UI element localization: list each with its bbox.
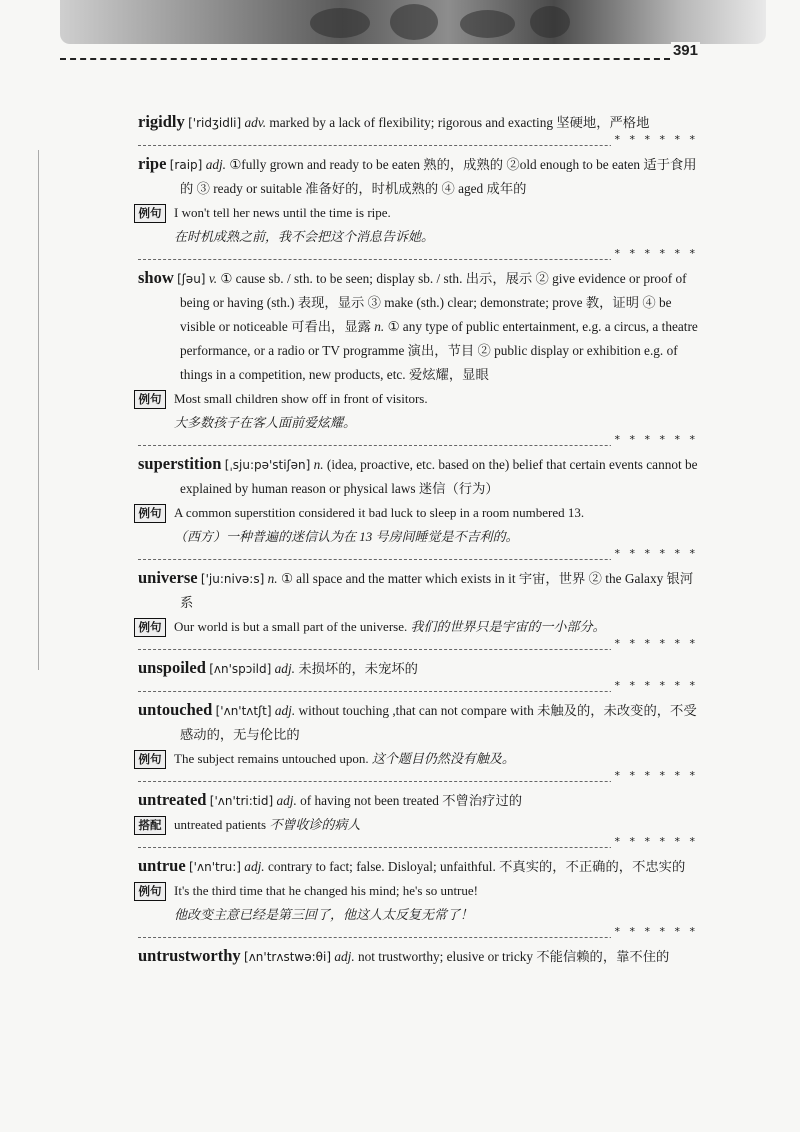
header-decoration [310, 8, 370, 38]
header-decoration [530, 6, 570, 38]
example [134, 501, 698, 549]
part-of-speech: adj. [274, 703, 296, 718]
definition [138, 656, 698, 681]
part-of-speech: v. [208, 271, 218, 286]
definition-text: not trustworthy; elusive or tricky 不能信赖的，靠不住的 [357, 949, 670, 964]
example [134, 879, 698, 927]
collocation-tag: 搭配 [134, 816, 166, 835]
separator [138, 435, 698, 446]
stars: * * * * * * [611, 247, 698, 260]
headword: universe [138, 568, 198, 587]
headword: untreated [138, 790, 207, 809]
entry-list [138, 110, 698, 971]
separator [138, 681, 698, 692]
example-zh: 他改变主意已经是第三回了，他这人太反复无常了！ [174, 907, 474, 922]
definition-text: (idea, proactive, etc. based on the) belief that certain events cannot be explained by human reason or physical laws 迷信（行为） [180, 457, 698, 496]
headword: show [138, 268, 174, 287]
definition [138, 566, 698, 615]
example-zh: 大多数孩子在客人面前爱炫耀。 [174, 415, 357, 430]
definition-text: of having not been treated 不曾治疗过的 [300, 793, 523, 808]
header-decoration [390, 4, 438, 40]
definition [138, 944, 698, 969]
part-of-speech: adj. [276, 793, 297, 808]
part-of-speech: adj. [274, 661, 295, 676]
example-tag: 例句 [134, 618, 166, 637]
stars: * * * * * * [611, 925, 698, 938]
example-tag: 例句 [134, 750, 166, 769]
headword: ripe [138, 154, 167, 173]
stars: * * * * * * [611, 133, 698, 146]
entry-untreated [138, 788, 698, 848]
part-of-speech: adj. [244, 859, 265, 874]
collocation [134, 813, 698, 837]
example-zh: 我们的世界只是宇宙的一小部分。 [410, 619, 606, 634]
header-banner [60, 0, 766, 44]
definition-text: marked by a lack of flexibility; rigorous and exacting 坚硬地，严格地 [269, 115, 650, 130]
phonetic: ['ridʒidli] [188, 116, 242, 130]
definition-text: contrary to fact; false. Disloyal; unfaithful. 不真实的，不正确的，不忠实的 [267, 859, 686, 874]
entry-unspoiled [138, 656, 698, 692]
definition [138, 854, 698, 879]
definition [138, 452, 698, 501]
headword: superstition [138, 454, 222, 473]
definition [138, 266, 698, 387]
definition-text: without touching ,that can not compare with 未触及的，未改变的，不受感动的，无与伦比的 [180, 703, 697, 742]
part-of-speech: adv. [244, 115, 267, 130]
example [134, 615, 698, 639]
stars: * * * * * * [611, 769, 698, 782]
definition-text: ① any type of public entertainment, e.g. a circus, a theatre performance, or a radio or TV programme 演出，节目 ② public display or exhibition e.g. of things in a competition, new products, etc. 爱炫耀，显眼 [180, 319, 698, 382]
phonetic: ['ʌn'tri:tid] [209, 794, 274, 808]
definition [138, 152, 698, 201]
example-tag: 例句 [134, 390, 166, 409]
example-tag: 例句 [134, 204, 166, 223]
example-tag: 例句 [134, 504, 166, 523]
separator [138, 837, 698, 848]
example-en: I won't tell her news until the time is ripe. [174, 205, 391, 220]
phonetic: [ʌn'trʌstwə:θi] [244, 950, 331, 964]
page-number: 391 [672, 42, 698, 59]
phonetic: ['ju:nivə:s] [200, 572, 265, 586]
phonetic: ['ʌn'tʌtʃt] [215, 704, 272, 718]
example-tag: 例句 [134, 882, 166, 901]
margin-line [38, 150, 39, 670]
example-zh: 这个题目仍然没有触及。 [371, 751, 515, 766]
example-en: untreated patients [174, 817, 267, 832]
entry-superstition [138, 452, 698, 560]
example-zh: 不曾收诊的病人 [269, 817, 361, 832]
header-rule [60, 58, 670, 60]
definition-text: ① cause sb. / sth. to be seen; display sb. / sth. 出示，展示 ② give evidence or proof of being or having (sth.) 表现，显示 ③ make (sth.) clear; demonstrate; prove 教，证明 ④ be visible or noticeable 可看出，显露 [180, 271, 687, 334]
phonetic: [ʃəu] [177, 272, 206, 286]
example [134, 387, 698, 435]
separator [138, 639, 698, 650]
part-of-speech: n. [313, 457, 324, 472]
example-en: It's the third time that he changed his mind; he's so untrue! [174, 883, 478, 898]
stars: * * * * * * [611, 637, 698, 650]
headword: untouched [138, 700, 213, 719]
definition [138, 110, 698, 135]
example [134, 747, 698, 771]
example-zh: （西方）一种普遍的迷信认为在 13 号房间睡觉是不吉利的。 [174, 529, 519, 544]
entry-untrue [138, 854, 698, 938]
headword: rigidly [138, 112, 185, 131]
stars: * * * * * * [611, 433, 698, 446]
entry-untrustworthy [138, 944, 698, 969]
stars: * * * * * * [611, 835, 698, 848]
example-zh: 在时机成熟之前，我不会把这个消息告诉她。 [174, 229, 435, 244]
phonetic: [raip] [169, 158, 203, 172]
example-en: The subject remains untouched upon. [174, 751, 369, 766]
headword: unspoiled [138, 658, 206, 677]
stars: * * * * * * [611, 547, 698, 560]
part-of-speech: n. [374, 319, 385, 334]
phonetic: [ʌn'spɔild] [209, 662, 272, 676]
entry-ripe [138, 152, 698, 260]
entry-show [138, 266, 698, 446]
example-en: Our world is but a small part of the universe. [174, 619, 408, 634]
definition-text: 未损坏的，未宠坏的 [298, 661, 418, 676]
headword: untrue [138, 856, 186, 875]
separator [138, 135, 698, 146]
separator [138, 771, 698, 782]
header-decoration [460, 10, 515, 38]
definition [138, 698, 698, 747]
definition [138, 788, 698, 813]
example-en: A common superstition considered it bad luck to sleep in a room numbered 13. [174, 505, 585, 520]
separator [138, 549, 698, 560]
entry-rigidly [138, 110, 698, 146]
example [134, 201, 698, 249]
stars: * * * * * * [611, 679, 698, 692]
entry-untouched [138, 698, 698, 782]
part-of-speech: adj. [205, 157, 227, 172]
entry-universe [138, 566, 698, 650]
definition-text: ① all space and the matter which exists in it 宇宙，世界 ② the Galaxy 银河系 [180, 571, 694, 610]
phonetic: ['ʌn'tru:] [189, 860, 241, 874]
separator [138, 249, 698, 260]
example-en: Most small children show off in front of visitors. [174, 391, 428, 406]
definition-text: ①fully grown and ready to be eaten 熟的，成熟的 ②old enough to be eaten 适于食用的 ③ ready or suitable 准备好的，时机成熟的 ④ aged 成年的 [180, 157, 697, 196]
part-of-speech: n. [267, 571, 278, 586]
headword: untrustworthy [138, 946, 241, 965]
phonetic: [ˌsju:pə'stiʃən] [224, 458, 311, 472]
separator [138, 927, 698, 938]
part-of-speech: adj. [334, 949, 355, 964]
